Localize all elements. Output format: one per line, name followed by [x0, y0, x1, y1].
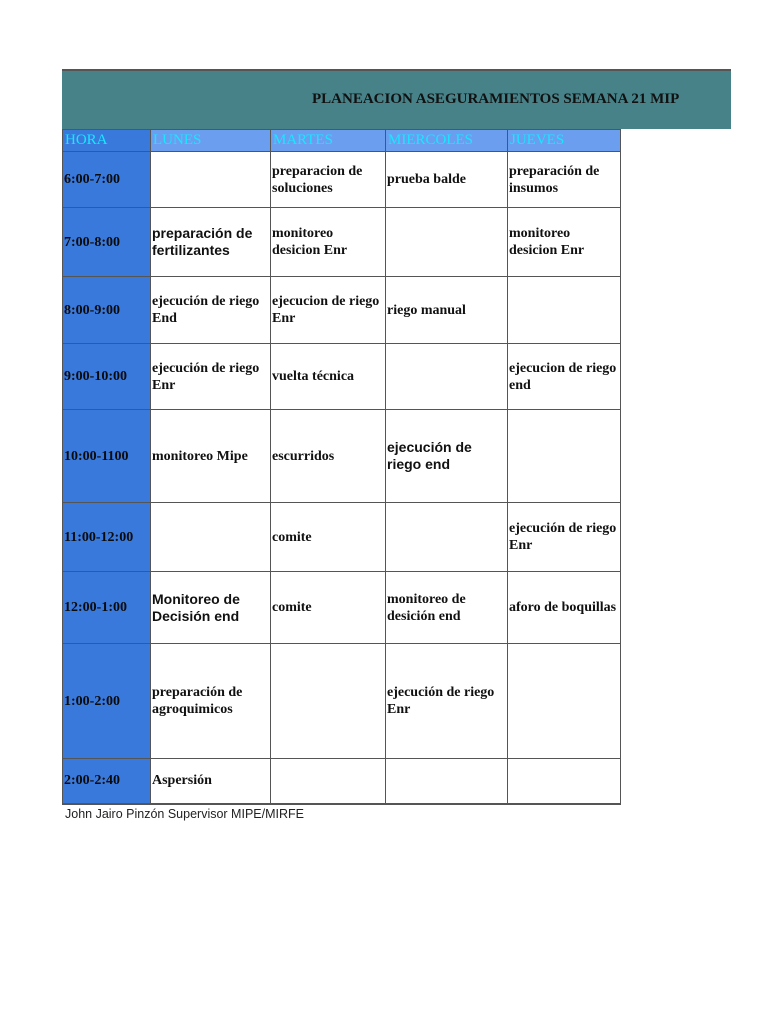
table-row — [63, 277, 621, 344]
table-row — [63, 644, 621, 759]
table-row — [63, 572, 621, 644]
table-row — [63, 344, 621, 410]
cell-jueves — [508, 644, 621, 759]
table-row — [63, 410, 621, 503]
cell-lunes — [151, 152, 271, 208]
cell-martes — [271, 759, 386, 804]
header-jueves: JUEVES — [508, 130, 621, 152]
cell-lunes: preparación de fertilizantes — [151, 208, 271, 277]
hour-cell: 6:00-7:00 — [63, 152, 151, 208]
cell-jueves: aforo de boquillas — [508, 572, 621, 644]
cell-martes: vuelta técnica — [271, 344, 386, 410]
hour-cell: 12:00-1:00 — [63, 572, 151, 644]
hour-cell: 10:00-1100 — [63, 410, 151, 503]
cell-jueves: ejecución de riego Enr — [508, 503, 621, 572]
hour-cell: 11:00-12:00 — [63, 503, 151, 572]
cell-miercoles — [386, 759, 508, 804]
hour-cell: 2:00-2:40 — [63, 759, 151, 804]
header-lunes: LUNES — [151, 130, 271, 152]
header-martes: MARTES — [271, 130, 386, 152]
cell-martes: escurridos — [271, 410, 386, 503]
footer-signature: John Jairo Pinzón Supervisor MIPE/MIRFE — [65, 807, 304, 821]
cell-miercoles: prueba balde — [386, 152, 508, 208]
table-row — [63, 208, 621, 277]
cell-martes: monitoreo desicion Enr — [271, 208, 386, 277]
cell-lunes: Aspersión — [151, 759, 271, 804]
title-band — [62, 69, 731, 129]
cell-jueves — [508, 277, 621, 344]
page-title: PLANEACION ASEGURAMIENTOS SEMANA 21 MIP — [312, 91, 680, 107]
cell-jueves: preparación de insumos — [508, 152, 621, 208]
cell-miercoles — [386, 344, 508, 410]
cell-lunes: monitoreo Mipe — [151, 410, 271, 503]
cell-lunes: ejecución de riego End — [151, 277, 271, 344]
cell-miercoles — [386, 503, 508, 572]
cell-miercoles: riego manual — [386, 277, 508, 344]
cell-martes: comite — [271, 572, 386, 644]
schedule-table — [62, 129, 621, 805]
cell-martes — [271, 644, 386, 759]
cell-jueves: ejecucion de riego end — [508, 344, 621, 410]
cell-miercoles: ejecución de riego Enr — [386, 644, 508, 759]
cell-lunes: Monitoreo de Decisión end — [151, 572, 271, 644]
cell-jueves — [508, 410, 621, 503]
cell-martes: preparacion de soluciones — [271, 152, 386, 208]
cell-miercoles — [386, 208, 508, 277]
cell-miercoles: monitoreo de desición end — [386, 572, 508, 644]
table-row — [63, 759, 621, 804]
cell-jueves — [508, 759, 621, 804]
cell-lunes — [151, 503, 271, 572]
hour-cell: 8:00-9:00 — [63, 277, 151, 344]
hour-cell: 1:00-2:00 — [63, 644, 151, 759]
header-miercoles: MIERCOLES — [386, 130, 508, 152]
header-row — [63, 130, 621, 152]
table-row — [63, 503, 621, 572]
header-hora: HORA — [63, 130, 151, 152]
hour-cell: 9:00-10:00 — [63, 344, 151, 410]
cell-lunes: preparación de agroquimicos — [151, 644, 271, 759]
cell-martes: ejecucion de riego Enr — [271, 277, 386, 344]
table-row — [63, 152, 621, 208]
cell-martes: comite — [271, 503, 386, 572]
hour-cell: 7:00-8:00 — [63, 208, 151, 277]
cell-miercoles: ejecución de riego end — [386, 410, 508, 503]
cell-lunes: ejecución de riego Enr — [151, 344, 271, 410]
cell-jueves: monitoreo desicion Enr — [508, 208, 621, 277]
